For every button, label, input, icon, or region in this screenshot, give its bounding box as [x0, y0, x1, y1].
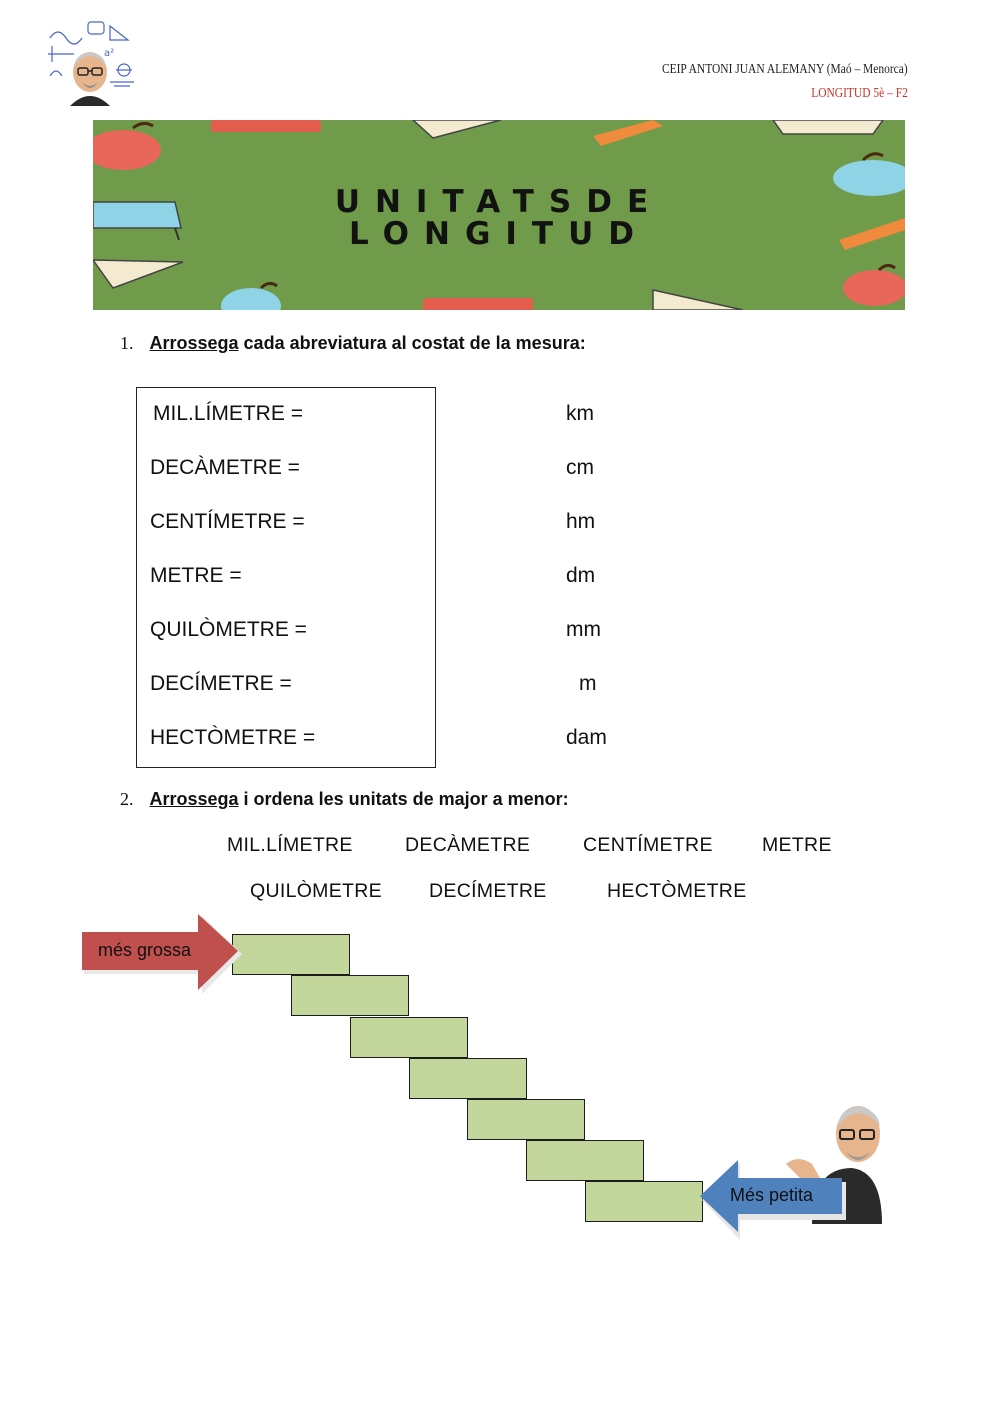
- draggable-unit[interactable]: CENTÍMETRE: [583, 834, 713, 856]
- drop-slot-step-4[interactable]: [409, 1058, 527, 1099]
- draggable-unit[interactable]: HECTÒMETRE: [607, 880, 747, 902]
- draggable-abbreviation[interactable]: m: [579, 672, 597, 695]
- measure-label: MIL.LÍMETRE =: [153, 402, 303, 425]
- worksheet-code: LONGITUD 5è – F2: [811, 86, 908, 101]
- svg-text:a²: a²: [104, 48, 115, 59]
- question-number: 2.: [120, 789, 134, 809]
- draggable-unit[interactable]: METRE: [762, 834, 832, 856]
- measure-label: DECÀMETRE =: [150, 456, 300, 479]
- measure-label: DECÍMETRE =: [150, 672, 292, 695]
- measure-label: METRE =: [150, 564, 242, 587]
- drop-slot-step-6[interactable]: [526, 1140, 644, 1181]
- draggable-abbreviation[interactable]: cm: [566, 456, 594, 479]
- bigger-label: més grossa: [98, 940, 192, 960]
- question-1: [120, 333, 586, 354]
- instruction-verb: Arrossega: [149, 789, 239, 809]
- banner-title-line-2: LONGITUD: [349, 216, 649, 252]
- instruction-text: i ordena les unitats de major a menor:: [238, 789, 569, 809]
- instruction-verb: Arrossega: [149, 333, 239, 353]
- instruction-text: cada abreviatura al costat de la mesura:: [238, 333, 586, 353]
- draggable-unit[interactable]: QUILÒMETRE: [250, 880, 382, 902]
- drop-slot-step-7[interactable]: [585, 1181, 703, 1222]
- school-name: CEIP ANTONI JUAN ALEMANY (Maó – Menorca): [662, 62, 908, 77]
- drop-slot-step-2[interactable]: [291, 975, 409, 1016]
- draggable-unit[interactable]: DECÍMETRE: [429, 880, 547, 902]
- draggable-unit[interactable]: MIL.LÍMETRE: [227, 834, 353, 856]
- question-number: 1.: [120, 333, 134, 353]
- drop-slot-step-5[interactable]: [467, 1099, 585, 1140]
- measure-label: QUILÒMETRE =: [150, 618, 307, 641]
- draggable-abbreviation[interactable]: dm: [566, 564, 596, 587]
- measure-label: CENTÍMETRE =: [150, 510, 305, 533]
- drop-slot-step-3[interactable]: [350, 1017, 468, 1058]
- banner-title-line-1: UNITATSDE: [334, 184, 664, 220]
- school-logo: [44, 16, 140, 106]
- measure-label: HECTÒMETRE =: [150, 726, 316, 749]
- question-2: [120, 789, 569, 810]
- apple-illustration: [93, 123, 161, 170]
- draggable-abbreviation[interactable]: hm: [566, 510, 596, 533]
- draggable-abbreviation[interactable]: mm: [566, 618, 601, 641]
- title-banner: [93, 120, 905, 310]
- draggable-abbreviation[interactable]: km: [566, 402, 594, 425]
- smaller-label: Més petita: [730, 1185, 814, 1205]
- draggable-abbreviation[interactable]: dam: [566, 726, 607, 749]
- draggable-unit[interactable]: DECÀMETRE: [405, 834, 531, 856]
- drop-slot-step-1[interactable]: [232, 934, 350, 975]
